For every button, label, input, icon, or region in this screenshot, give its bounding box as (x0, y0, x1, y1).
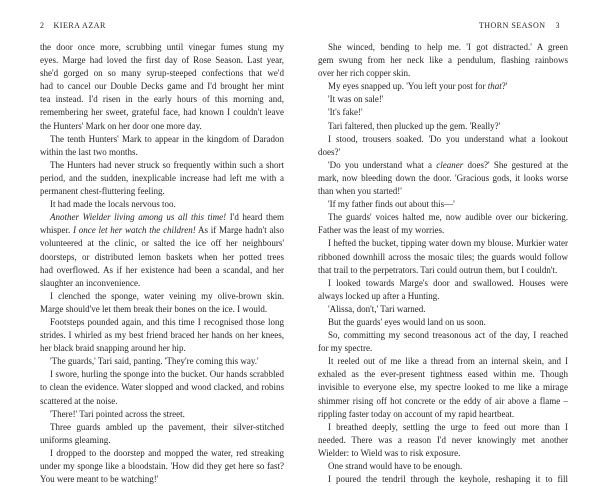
left-running-header (40, 20, 286, 32)
text-line: I breathed deeply, settling the urge to feed out more than I (328, 421, 568, 432)
text-line: shimmer rising off hot concrete or the eddy of air above a flame – (318, 395, 568, 406)
text-line: Wielder: to Wield was to risk exposure. (318, 447, 461, 458)
text-line: scattered at the noise. (40, 395, 118, 406)
text-line: But the guards' eyes would land on us soon. (328, 316, 486, 327)
text-line: the door once more, scrubbing until vinegar fumes stung my (40, 42, 284, 52)
text-line: had to cancel our Double Decks game and I'd brought her mint (40, 81, 284, 92)
right-page-text (318, 41, 568, 486)
text-line: 'It's fake!' (328, 107, 363, 118)
text-line: Marge should've let them break their bones on the ice. I would. (40, 303, 268, 314)
text-line: Father was the least of my worries. (318, 225, 445, 236)
text-line: ribboned downhill across the mosaic tiles; the guards would follow (318, 251, 568, 262)
text-line: invisible to everyone else, my spectre looked to me like a mirage (318, 382, 568, 393)
text-line: I poured the tendril through the keyhole, reshaping it to fill (328, 474, 568, 485)
text-line: She winced, bending to help me. 'I got distracted.' A green (328, 42, 568, 52)
text-line: 'There!' Tari pointed across the street. (50, 408, 185, 419)
text-line: 'Alissa, don't,' Tari warned. (328, 303, 426, 314)
text-line: uniforms gleaming. (40, 434, 111, 445)
text-line: period, and the sudden, inexplicable increase had left me with a (40, 172, 284, 183)
right-running-head: THORN SEASON (478, 21, 546, 30)
text-line: strides. I whirled as my best friend braced her hands on her knees, (40, 330, 284, 341)
text-line: It had made the locals nervous too. (50, 199, 176, 210)
text-line: gem swung from her neck like a pendulum, flashing rainbows (318, 55, 568, 66)
text-line: Footsteps pounded again, and this time I recognised those long (50, 316, 284, 327)
text-line: slaughter an inconvenience. (40, 277, 141, 288)
text-line: I dropped to the doorstep and mopped the water, red streaking (50, 447, 284, 458)
text-line: volunteered at the clinic, or salted the ice off her neighbours' (40, 238, 284, 249)
text-line: had overflowed. As if her existence had been a scandal, and her (40, 264, 284, 275)
text-line: You were meant to be watching!' (40, 474, 159, 485)
text-line: that trail to the perpetrators. Tari could outrun them, but I couldn't. (318, 264, 558, 275)
text-line: her black braid snapping around her hip. (40, 343, 186, 354)
text-line: eyes. Marge had loved the first day of Rose Season. Last year, (40, 55, 284, 66)
text-line: over her rich copper skin. (318, 68, 411, 79)
left-page-number: 2 (40, 21, 45, 30)
text-line: than when you started!' (318, 186, 402, 197)
text-line: she'd gorged on so many syrup-steeped confections that we'd (40, 68, 284, 79)
text-line: Three guards ambled up the pavement, their silver-stitched (50, 421, 284, 432)
text-line: I hefted the bucket, tipping water down my blouse. Murkier water (328, 238, 568, 249)
right-page-number: 3 (555, 21, 560, 30)
right-page (300, 0, 600, 485)
text-line: Tari faltered, then plucked up the gem. 'Really?' (328, 120, 501, 131)
right-running-header (318, 20, 560, 32)
text-line: to clean the evidence. Water slopped and wood clacked, and robins (40, 382, 284, 393)
text-line: One strand would have to be enough. (328, 461, 463, 471)
text-line: rippling faster today on account of my rapid heartbeat. (318, 408, 515, 419)
text-line: permanent chest-fluttering feeling. (40, 186, 165, 197)
text-line: doorsteps, or distributed lemon baskets when her potted trees (40, 251, 284, 262)
left-running-head: KIERA AZAR (53, 21, 106, 30)
text-line: 'Do you understand what a cleaner does?' She gestured at the (328, 159, 568, 170)
text-line: mark, now bleeding down the door. 'Gracious gods, it looks worse (318, 172, 568, 183)
text-line: It reeled out of me like a thread from an internal skein, and I (328, 356, 568, 367)
text-line: within the last two months. (40, 146, 138, 157)
text-line: always locked up after a Hunting. (318, 290, 440, 301)
text-line: tea instead. I'd risen in the early hours of this morning and, (40, 94, 284, 105)
left-page-text (40, 41, 284, 486)
text-line: under my sponge like a bloodstain. 'How did they get here so fast? (40, 461, 284, 471)
text-line: remembering her sweet, grateful face, had known I couldn't leave (40, 107, 284, 118)
text-line: I stood, trousers soaked. 'Do you understand what a lookout (328, 133, 568, 144)
text-line: The tenth Hunters' Mark to appear in the kingdom of Daradon (50, 133, 284, 144)
text-line: exhaled as the ever-present tightness eased within me. Though (318, 369, 568, 380)
text-line: So, committing my second treasonous act of the day, I reached (328, 330, 568, 341)
text-line: does?' (318, 146, 341, 157)
text-line: 'If my father finds out about this—' (328, 199, 455, 210)
text-line: I clenched the sponge, water veining my olive-brown skin. (50, 290, 284, 301)
text-line: The guards' voices halted me, now audible over our bickering. (328, 212, 568, 223)
text-line: 'The guards,' Tari said, panting. 'They're coming this way.' (50, 356, 259, 367)
text-line: Another Wielder living among us all this time! I'd heard them (50, 212, 284, 223)
text-line: whisper. I once let her watch the children! As if Marge hadn't also (40, 225, 284, 236)
text-line: the Hunters' Mark on her door one more day. (40, 120, 202, 131)
text-line: The Hunters had never struck so frequently within such a short (50, 159, 284, 170)
text-line: needed. There was a reason I'd never knowingly met another (318, 434, 568, 445)
text-line: My eyes snapped up. 'You left your post for that?' (328, 81, 508, 92)
left-page (0, 0, 300, 485)
text-line: 'It was on sale!' (328, 94, 384, 105)
text-line: I looked towards Marge's door and swallowed. Houses were (328, 277, 568, 288)
text-line: for my spectre. (318, 343, 373, 354)
text-line: I swore, hurling the sponge into the bucket. Our hands scrabbled (50, 369, 284, 380)
